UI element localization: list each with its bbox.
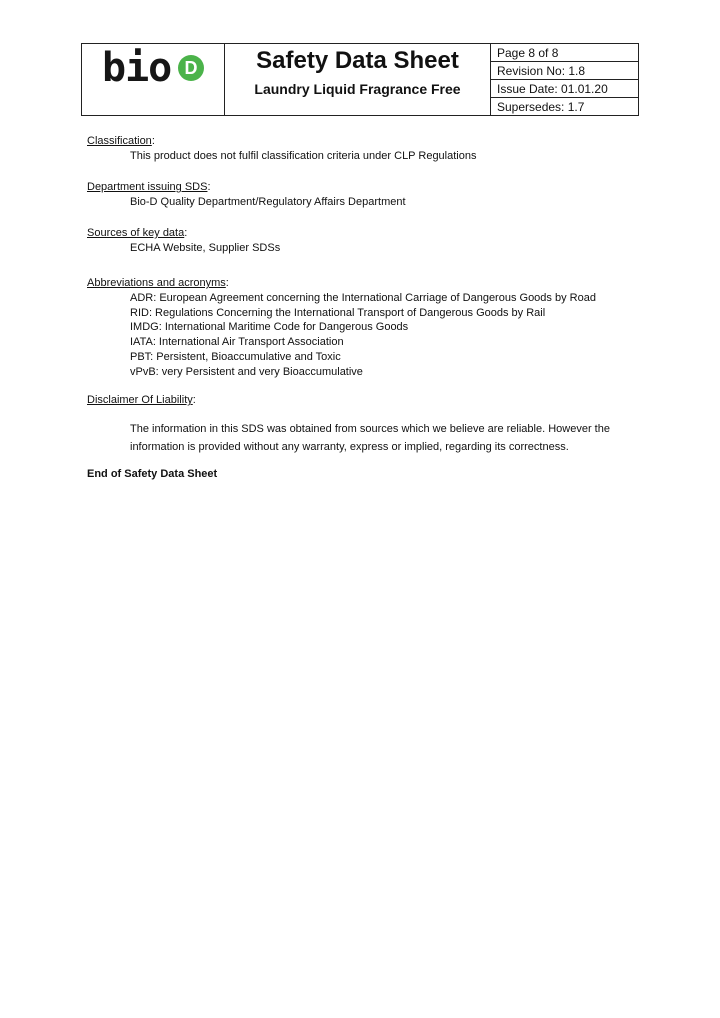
abbreviations-section: Abbreviations and acronyms: ADR: European Agreement concerning the International Carriage of Dangerous Goods by Road RID: Regulations Concerning the International Transport of Dangerous Goods by Rail IMDG: International Maritime Code for Dangerous Goods IATA: International Air Transport Association PBT: Persistent, Bioaccumulative and Toxic vPvB: very Persistent and very Bioaccumulative <box>87 276 632 379</box>
list-item: PBT: Persistent, Bioaccumulative and Toxic <box>130 350 341 363</box>
logo-badge-letter: D <box>184 58 198 78</box>
disclaimer-text: The information in this SDS was obtained from sources which we believe are reliable. However the information is provided without any warranty, express or implied, regarding its correctness. <box>130 423 610 454</box>
list-item: RID: Regulations Concerning the International Transport of Dangerous Goods by Rail <box>130 306 546 319</box>
supersedes: Supersedes: 1.7 <box>497 99 585 114</box>
classification-section: Classification: This product does not fulfil classification criteria under CLP Regulations <box>87 134 632 164</box>
end-of-document: End of Safety Data Sheet <box>87 468 218 481</box>
document-meta <box>491 44 638 115</box>
logo-wordmark: bio <box>102 45 172 91</box>
section-text: Bio-D Quality Department/Regulatory Affairs Department <box>130 196 406 208</box>
logo-badge-icon <box>178 55 204 81</box>
section-heading: Department issuing SDS <box>87 181 208 193</box>
disclaimer-section: Disclaimer Of Liability: The information in this SDS was obtained from sources which we believe are reliable. However the information is provided without any warranty, express or implied, regarding its correctness. <box>87 393 632 456</box>
section-heading: Disclaimer Of Liability <box>87 394 193 407</box>
revision-number: Revision No: 1.8 <box>491 62 638 80</box>
section-text: This product does not fulfil classification criteria under CLP Regulations <box>130 150 477 162</box>
product-name: Laundry Liquid Fragrance Free <box>254 81 461 97</box>
issue-date: Issue Date: 01.01.20 <box>491 80 638 98</box>
section-text: ECHA Website, Supplier SDSs <box>130 242 281 254</box>
section-heading: Abbreviations and acronyms <box>87 277 226 289</box>
document-title: Safety Data Sheet <box>256 47 459 74</box>
section-heading: Sources of key data <box>87 227 185 239</box>
list-item: IATA: International Air Transport Association <box>130 336 344 349</box>
document-header <box>81 43 639 116</box>
section-heading: Classification <box>87 135 152 147</box>
list-item: ADR: European Agreement concerning the International Carriage of Dangerous Goods by Road <box>130 292 596 304</box>
company-logo <box>82 44 225 115</box>
page-number: Page 8 of 8 <box>491 44 638 62</box>
abbreviations-list <box>87 291 632 379</box>
document-body <box>87 134 632 482</box>
department-section: Department issuing SDS: Bio-D Quality Department/Regulatory Affairs Department <box>87 180 632 210</box>
sources-section: Sources of key data: ECHA Website, Supplier SDSs <box>87 226 632 256</box>
title-cell <box>225 44 491 115</box>
list-item: IMDG: International Maritime Code for Dangerous Goods <box>130 321 409 334</box>
list-item: vPvB: very Persistent and very Bioaccumulative <box>130 365 363 378</box>
